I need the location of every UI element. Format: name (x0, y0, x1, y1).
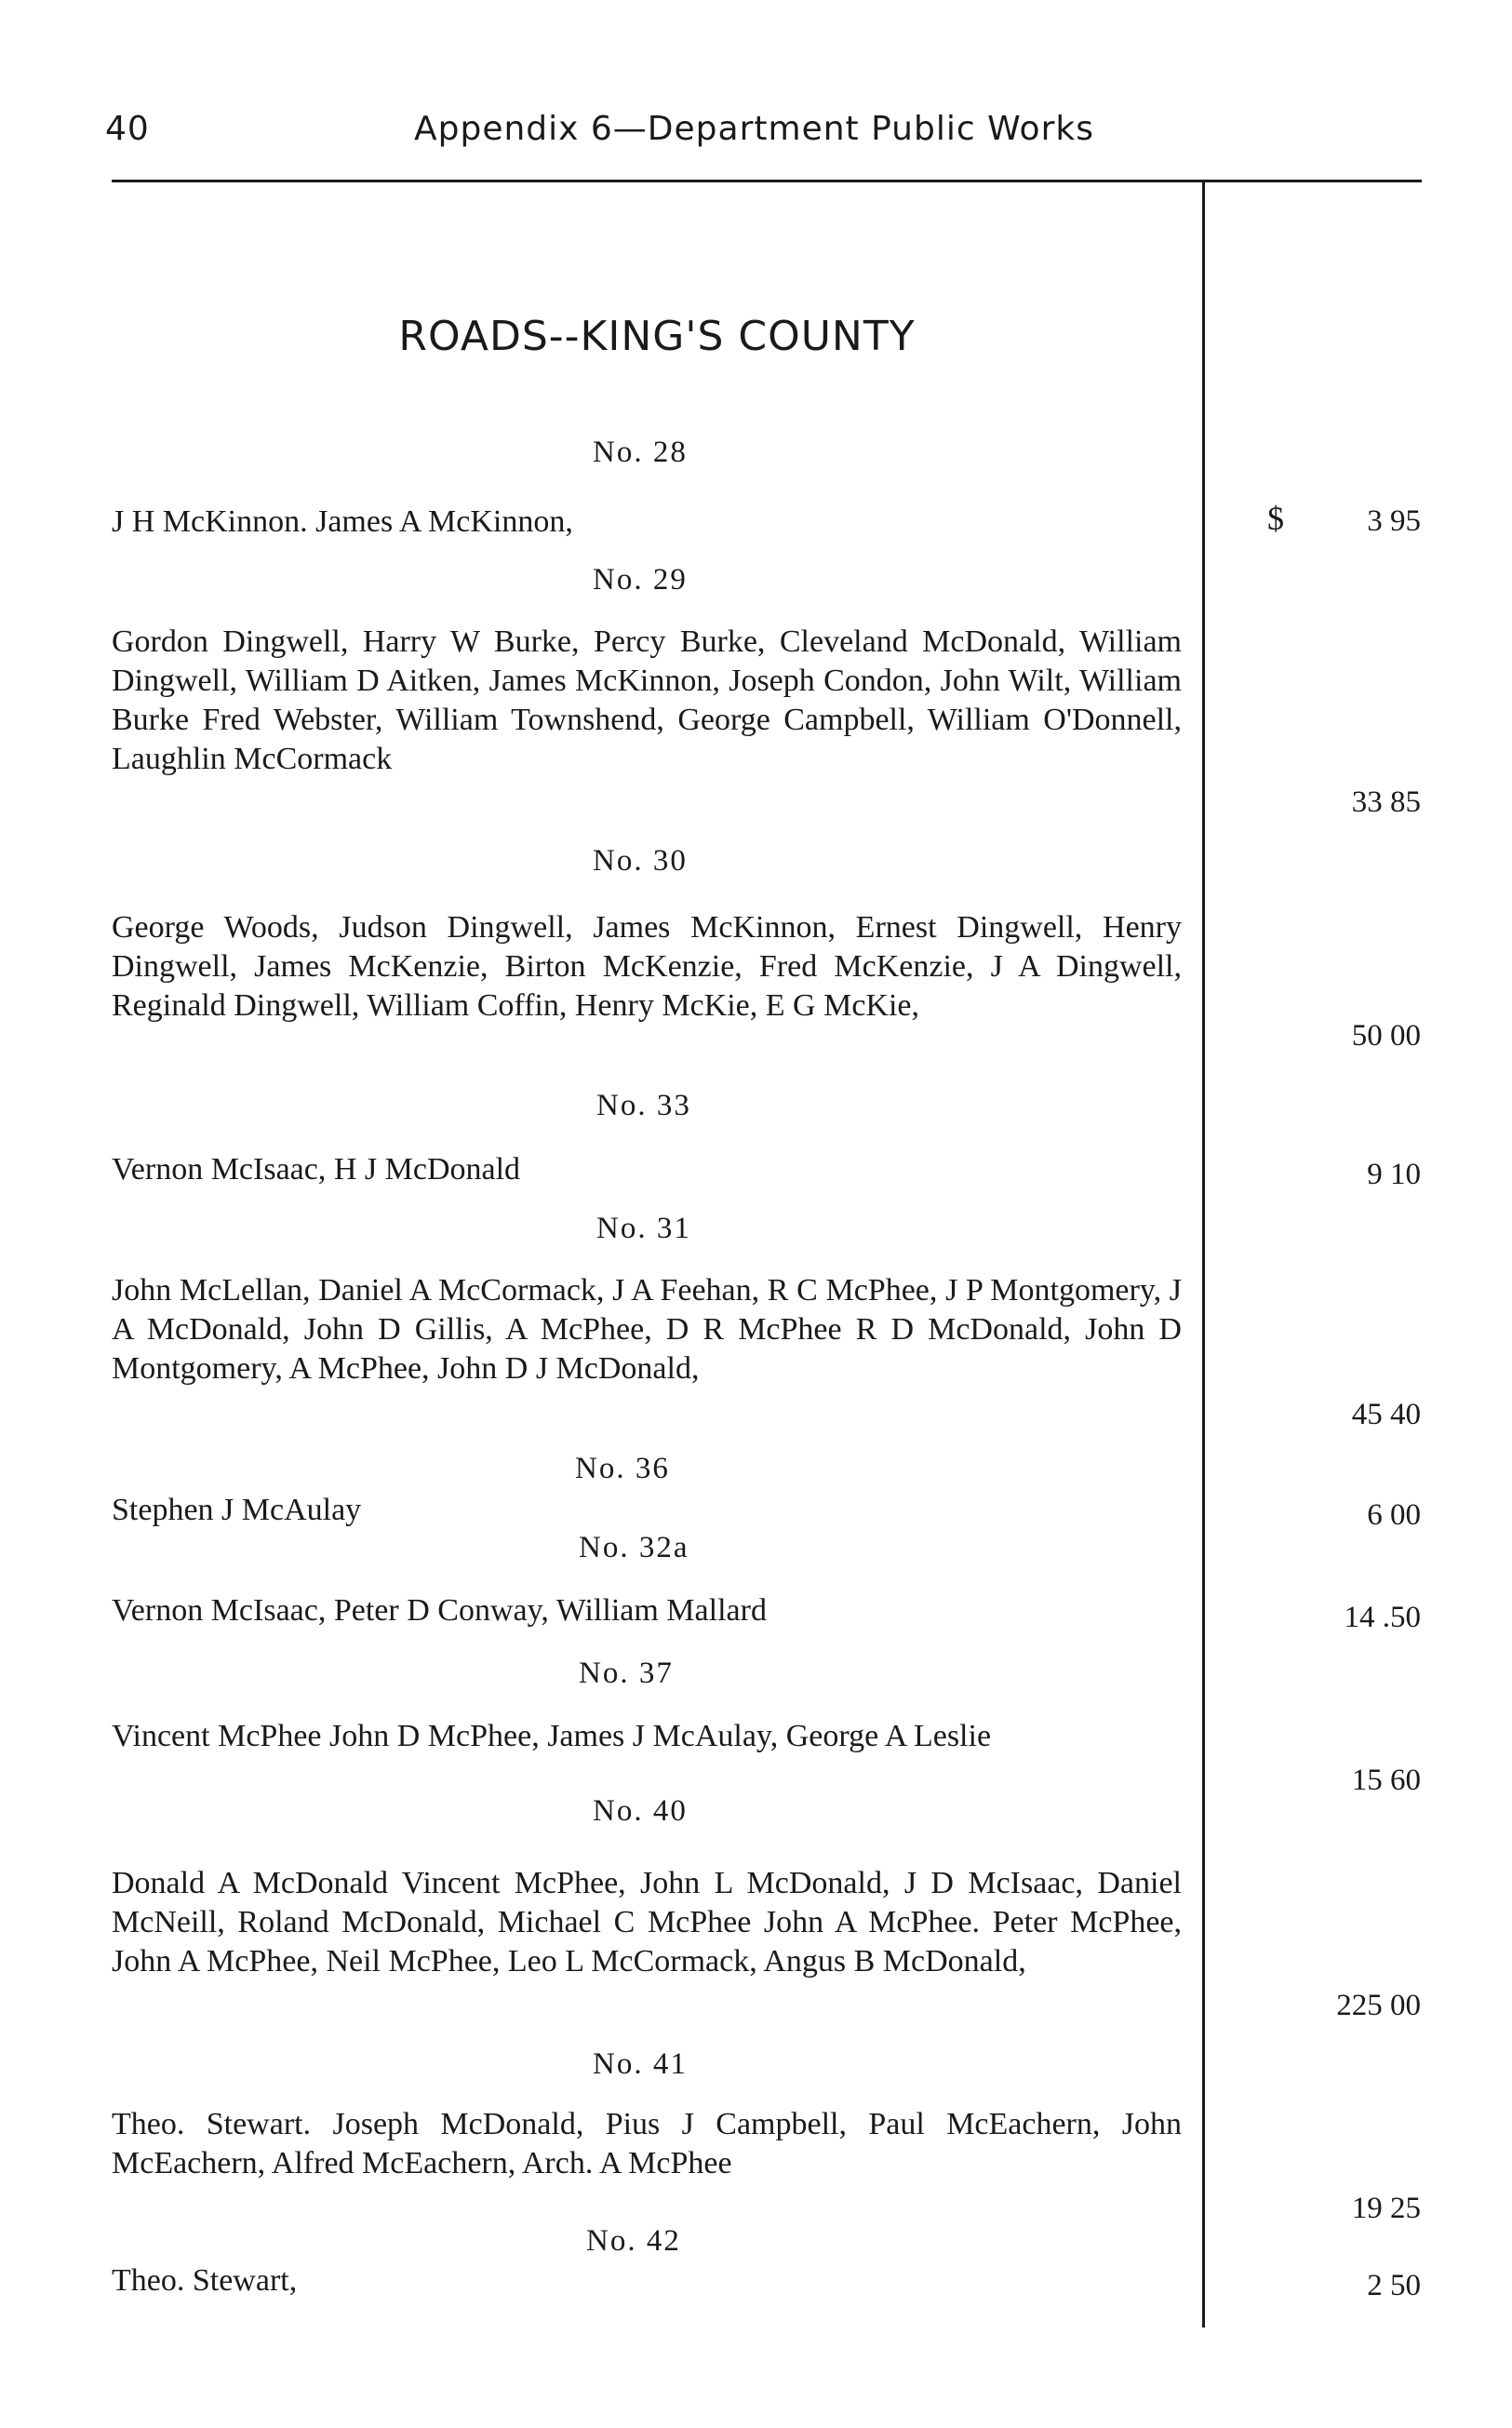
currency-symbol: $ (1267, 500, 1284, 537)
header-rule (112, 180, 1422, 182)
entry-names: J H McKinnon. James A McKinnon, (112, 504, 573, 539)
entry-amount: 9 10 (1367, 1158, 1421, 1191)
entry-amount: 14 .50 (1344, 1601, 1421, 1634)
page-number: 40 (105, 110, 150, 148)
entry-amount: 45 40 (1351, 1398, 1421, 1431)
entry-names: Theo. Stewart. Joseph McDonald, Pius J Campbell, Paul McEachern, John McEachern, Alfred McEachern, Arch. A McPhee (112, 2107, 1182, 2180)
entry-amount: 33 85 (1351, 785, 1421, 819)
entry-amount: 19 25 (1351, 2192, 1421, 2225)
entry-amount: 50 00 (1351, 1019, 1421, 1053)
entry-names: George Woods, Judson Dingwell, James McKinnon, Ernest Dingwell, Henry Dingwell, James McKenzie, Birton McKenzie, Fred McKenzie, J A Dingwell, Reginald Dingwell, William Coffin, Henry McKie, E G McKie, (112, 910, 1182, 1023)
amount-column-rule (1202, 180, 1205, 2327)
entry-names: Vernon McIsaac, Peter D Conway, William Mallard (112, 1593, 767, 1628)
entry-number: No. 33 (596, 1089, 691, 1122)
entry-number: No. 37 (579, 1657, 674, 1690)
entry-names: Stephen J McAulay (112, 1493, 362, 1527)
entry-number: No. 31 (596, 1212, 691, 1245)
section-title: ROADS--KING'S COUNTY (398, 313, 916, 360)
entry-amount: 225 00 (1336, 1989, 1421, 2022)
entry-names: Donald A McDonald Vincent McPhee, John L McDonald, J D McIsaac, Daniel McNeill, Roland McDonald, Michael C McPhee John A McPhee. Peter McPhee, John A McPhee, Neil McPhee, Leo L McCormack, Angus B McDonald, (112, 1866, 1182, 1979)
entry-amount: 3 95 (1367, 504, 1421, 538)
entry-number: No. 41 (593, 2047, 688, 2081)
entry-names: Gordon Dingwell, Harry W Burke, Percy Burke, Cleveland McDonald, William Dingwell, William D Aitken, James McKinnon, Joseph Condon, John Wilt, William Burke Fred Webster, William Townshend, George Campbell, William O'Donnell, Laughlin McCormack (112, 624, 1182, 776)
entry-number: No. 42 (586, 2224, 681, 2258)
entry-number: No. 36 (575, 1452, 670, 1485)
entry-names: Vincent McPhee John D McPhee, James J McAulay, George A Leslie (112, 1719, 992, 1753)
entry-amount: 6 00 (1367, 1498, 1421, 1532)
entry-number: No. 30 (593, 844, 688, 878)
entry-amount: 15 60 (1351, 1764, 1421, 1797)
entry-number: No. 29 (593, 563, 688, 597)
entry-names: John McLellan, Daniel A McCormack, J A Feehan, R C McPhee, J P Montgomery, J A McDonald, John D Gillis, A McPhee, D R McPhee R D McDonald, John D Montgomery, A McPhee, John D J McDonald, (112, 1273, 1182, 1386)
entry-amount: 2 50 (1367, 2269, 1421, 2302)
entry-names: Theo. Stewart, (112, 2263, 298, 2298)
entry-number: No. 40 (593, 1794, 688, 1828)
entry-names: Vernon McIsaac, H J McDonald (112, 1152, 521, 1187)
entry-number: No. 32a (579, 1531, 689, 1564)
entry-number: No. 28 (593, 436, 688, 469)
running-title: Appendix 6—Department Public Works (414, 110, 1094, 148)
